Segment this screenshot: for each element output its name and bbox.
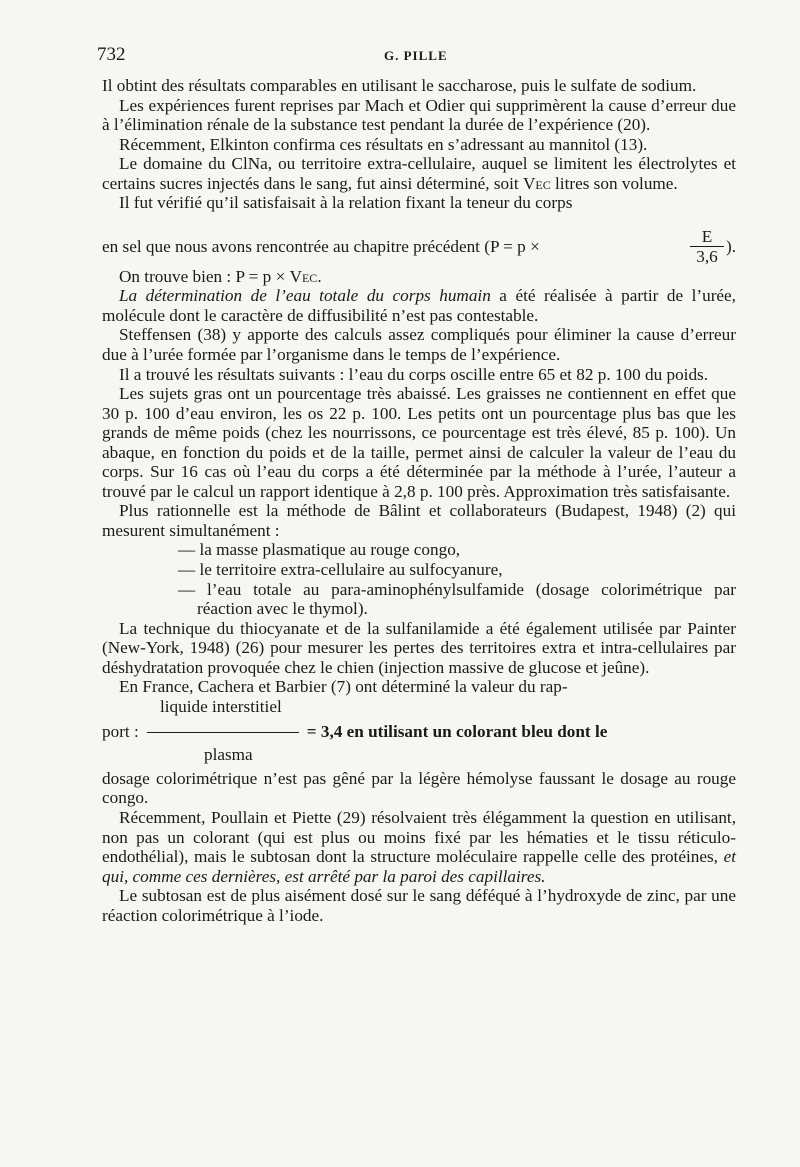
paragraph: Il obtint des résultats comparables en utilisant le saccharose, puis le sulfate de sodium.: [102, 76, 697, 95]
paragraph: [102, 154, 736, 193]
fraction-denominator: 3,6: [696, 246, 718, 266]
formula-line: [102, 227, 736, 267]
paragraph: Les sujets gras ont un pourcentage très abaissé. Les graisses ne contiennent en effet que 30 p. 100 d’eau environ, les os 22 p. 100. Les petits ont un pourcentage plus bas que les grands de même poids (chez les nourrissons, ce pourcentage est très élevé, 85 p. 100). Un abaque, en fonction du poids et de la taille, permet ainsi de calculer la valeur de l’eau du corps. Sur 16 cas où l’eau du corps a été déterminée par la méthode à l’urée, l’auteur a trouvé par le calcul un rapport identique à 2,8 p. 100 près. Approximation très satisfaisante.: [102, 384, 736, 501]
body-text: [102, 76, 736, 925]
formula-text: en sel que nous avons rencontrée au chapitre précédent (P = p ×: [102, 237, 540, 257]
paragraph: [102, 267, 736, 287]
paragraph: Il a trouvé les résultats suivants : l’eau du corps oscille entre 65 et 82 p. 100 du poids.: [119, 364, 709, 384]
italic-text: et qui, comme ces dernières, est arrêté par la paroi des capillaires.: [102, 847, 736, 886]
paragraph: Le subtosan est de plus aisément dosé sur le sang déféqué à l’hydroxyde de zinc, par une réaction colorimétrique à l’iode.: [102, 886, 736, 925]
fraction-denominator: plasma: [204, 744, 253, 764]
page-header: [97, 44, 736, 70]
paragraph: [102, 286, 736, 325]
page-number: 732: [97, 44, 126, 65]
text-run: Récemment, Poullain et Piette (29) résolvaient très élégamment la question en utilisant, non pas un colorant (qui est plus ou moins fixé par les hématies et le tissu réticulo-endothélial), mais le subtosan dont la structure moléculaire rappelle celle des protéines,: [102, 807, 736, 867]
paragraph: Plus rationnelle est la méthode de Bâlint et collaborateurs (Budapest, 1948) (2) qui mesurent simultanément :: [102, 501, 736, 540]
text-run: litres son volume.: [550, 173, 678, 193]
text-run: .: [317, 266, 322, 286]
paragraph: [102, 808, 736, 886]
italic-heading: La détermination de l’eau totale du corps humain: [119, 286, 491, 306]
formula-prefix: port :: [102, 721, 139, 741]
text-run: On trouve bien : P = p ×: [119, 266, 290, 286]
text-run: Le domaine du ClNa, ou territoire extra-cellulaire, auquel se limitent les électrolytes et certains sucres injectés dans le sang, fut ainsi déterminé, soit: [102, 154, 736, 193]
list-item: — la masse plasmatique au rouge congo,: [178, 540, 461, 560]
paragraph: La technique du thiocyanate et de la sulfanilamide a été également utilisée par Painter (New-York, 1948) (26) pour mesurer les pertes des territoires extra et intra-cellulaires par déshydratation provoquée chez le chien (injection massive de glucose et jeûne).: [102, 618, 736, 677]
vec-symbol: Vec: [289, 266, 318, 286]
vec-symbol: Vec: [522, 173, 551, 193]
formula-close: ).: [725, 237, 736, 257]
running-head-author: G. PILLE: [384, 48, 448, 63]
fraction-e-over-3-6: [690, 227, 724, 267]
paragraph: Récemment, Elkinton confirma ces résultats en s’adressant au mannitol (13).: [119, 134, 648, 154]
list-item: — l’eau totale au para-aminophénylsulfamide (dosage colorimétrique par réaction avec le thymol).: [178, 579, 736, 619]
ratio-formula: [102, 697, 736, 769]
fraction-numerator: E: [701, 226, 713, 246]
text-run: a été réalisée à partir de l’urée, molécule dont le caractère de diffusibilité n’est pas contestable.: [102, 286, 736, 325]
list-item: — le territoire extra-cellulaire au sulfocyanure,: [178, 560, 503, 580]
fraction-bar: [147, 732, 299, 733]
paragraph: En France, Cachera et Barbier (7) ont déterminé la valeur du rap-: [119, 677, 568, 697]
formula-text: = 3,4 en utilisant un colorant bleu dont le: [306, 721, 608, 741]
paragraph: Il fut vérifié qu’il satisfaisait à la relation fixant la teneur du corps: [119, 193, 573, 213]
paragraph: Steffensen (38) y apporte des calculs assez compliqués pour éliminer la cause d’erreur due à l’urée formée par l’organisme dans le temps de l’expérience.: [102, 325, 736, 365]
paragraph: dosage colorimétrique n’est pas gêné par la légère hémolyse faussant le dosage au rouge congo.: [102, 768, 736, 808]
formula-line: [102, 722, 607, 742]
fraction-numerator: liquide interstitiel: [160, 696, 282, 716]
paragraph: Les expériences furent reprises par Mach et Odier qui supprimèrent la cause d’erreur due à l’élimination rénale de la substance test pendant la durée de l’expérience (20).: [102, 95, 736, 135]
